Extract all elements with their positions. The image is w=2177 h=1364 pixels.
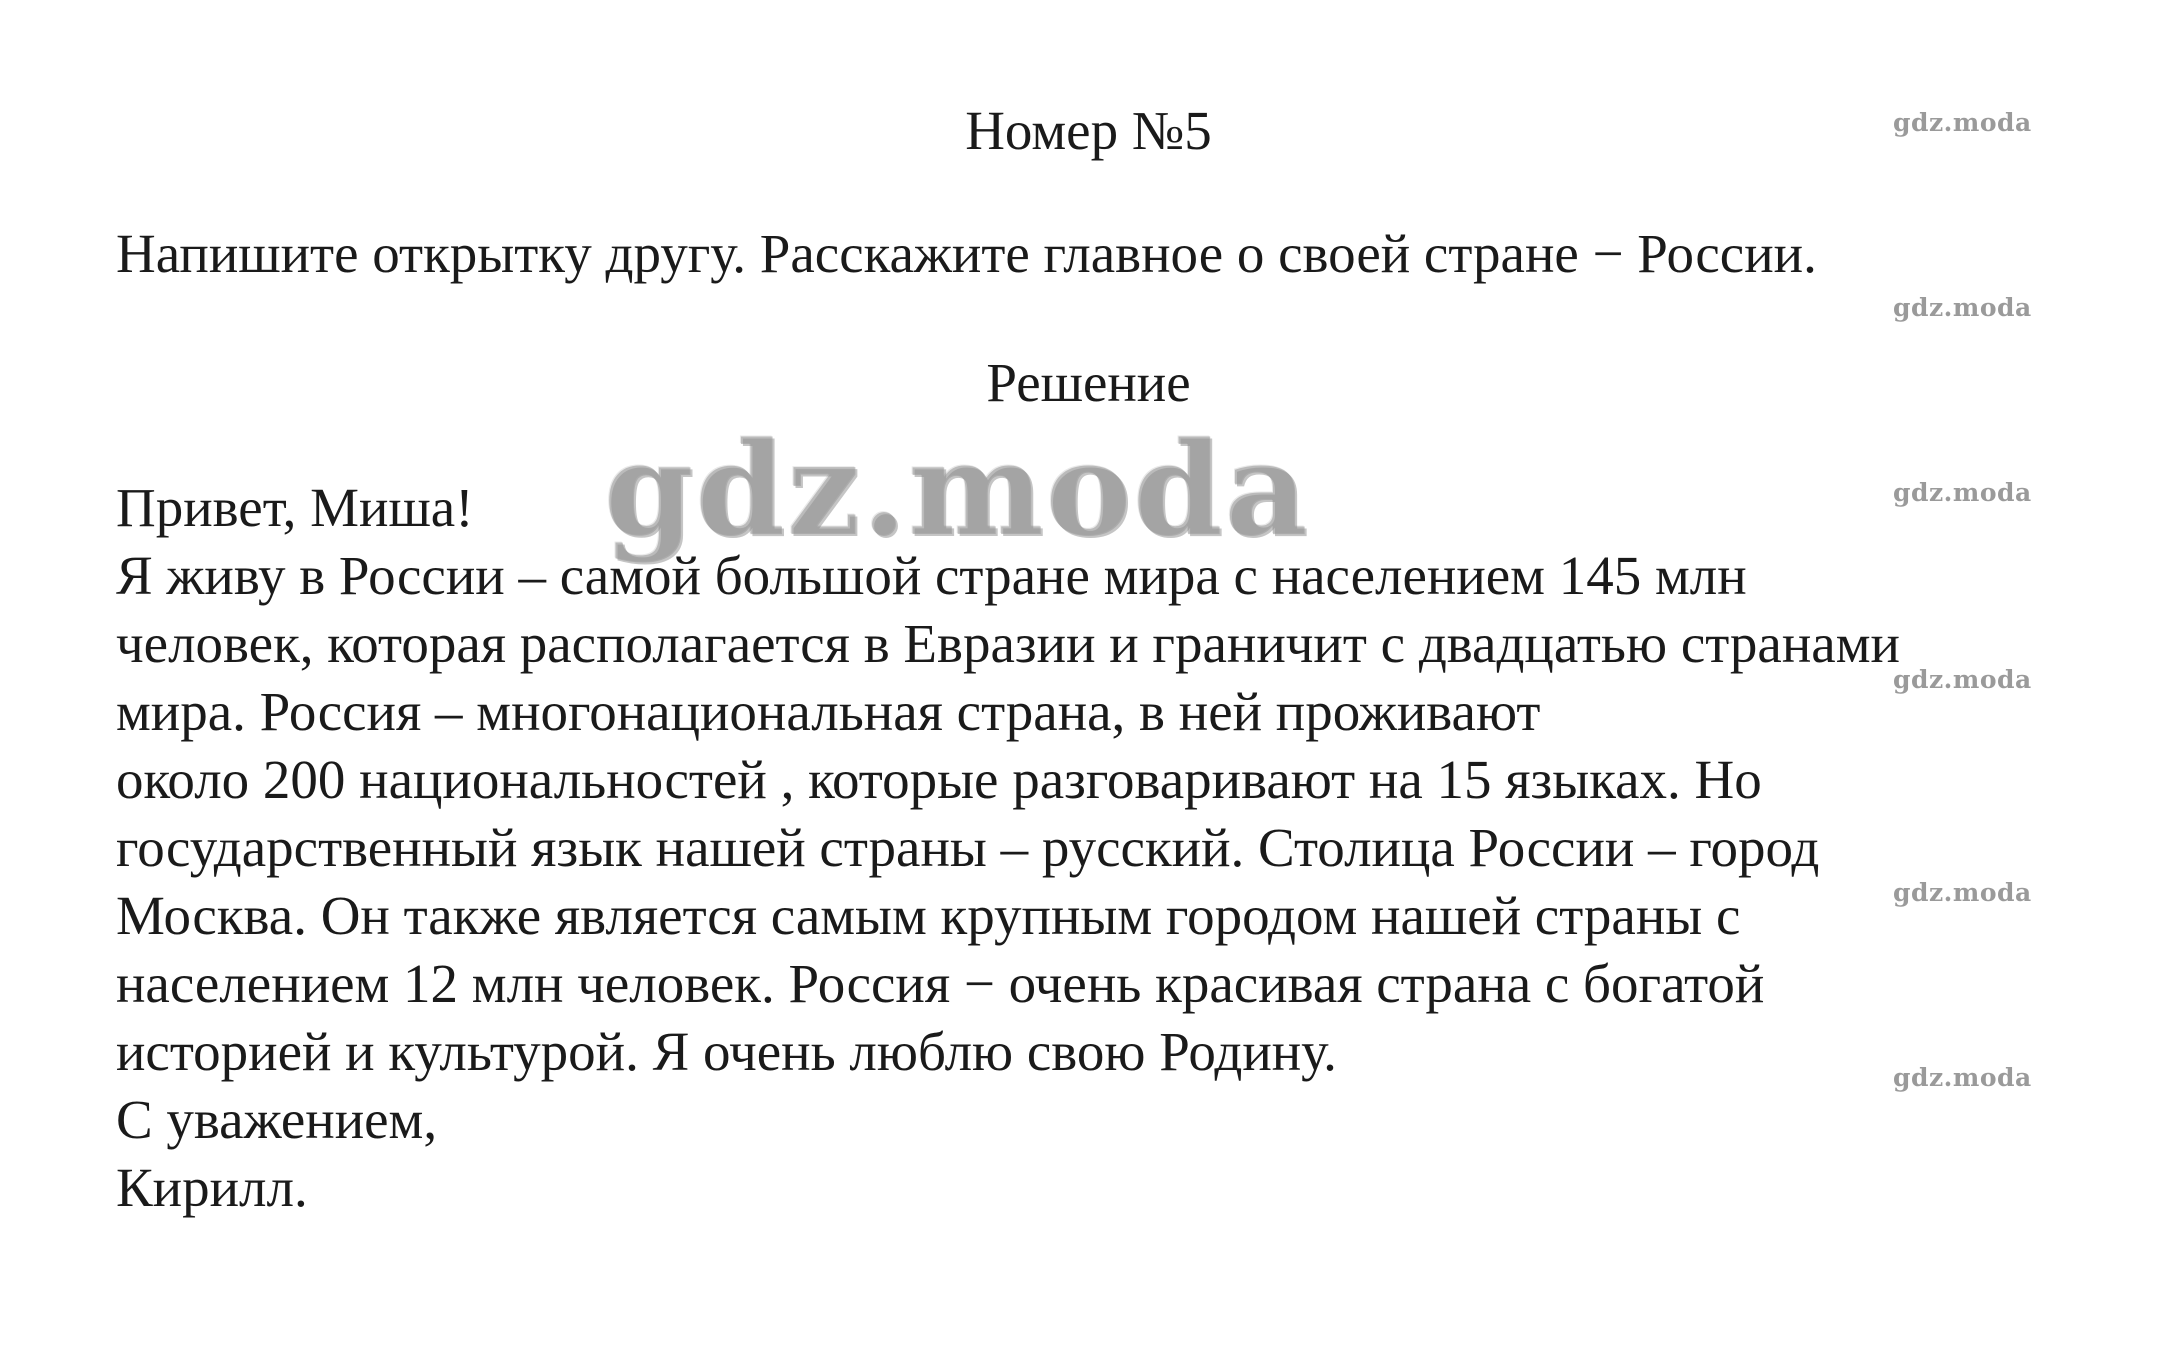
watermark-small: gdz.moda: [1893, 478, 2032, 507]
letter-line: населением 12 млн человек. Россия − очень красивая страна с богатой: [116, 953, 1765, 1014]
watermark-small: gdz.moda: [1893, 878, 2032, 907]
signature-line: Кирилл.: [116, 1157, 308, 1218]
greeting-line: Привет, Миша!: [116, 477, 474, 538]
closing-line: С уважением,: [116, 1089, 438, 1150]
letter-line: Я живу в России – самой большой стране мира с населением 145 млн: [116, 545, 1747, 606]
watermark-small: gdz.moda: [1893, 1063, 2032, 1092]
watermark-small: gdz.moda: [1893, 108, 2032, 137]
letter-line: государственный язык нашей страны – русский. Столица России – город: [116, 817, 1820, 878]
letter-line: около 200 национальностей , которые разговаривают на 15 языках. Но: [116, 749, 1762, 810]
watermark-small: gdz.moda: [1893, 665, 2032, 694]
letter-line: мира. Россия – многонациональная страна, в ней проживают: [116, 681, 1541, 742]
letter-line: историей и культурой. Я очень люблю свою Родину.: [116, 1021, 1337, 1082]
letter-line: Москва. Он также является самым крупным городом нашей страны с: [116, 885, 1741, 946]
watermark-small: gdz.moda: [1893, 293, 2032, 322]
large-watermark-logo: gdz.moda: [604, 415, 1310, 565]
task-text: Напишите открытку другу. Расскажите главное о своей стране − России.: [116, 223, 1817, 284]
solution-heading: Решение: [986, 352, 1191, 413]
problem-number: Номер №5: [965, 100, 1212, 161]
letter-line: человек, которая располагается в Евразии и граничит с двадцатью странами: [116, 613, 1900, 674]
